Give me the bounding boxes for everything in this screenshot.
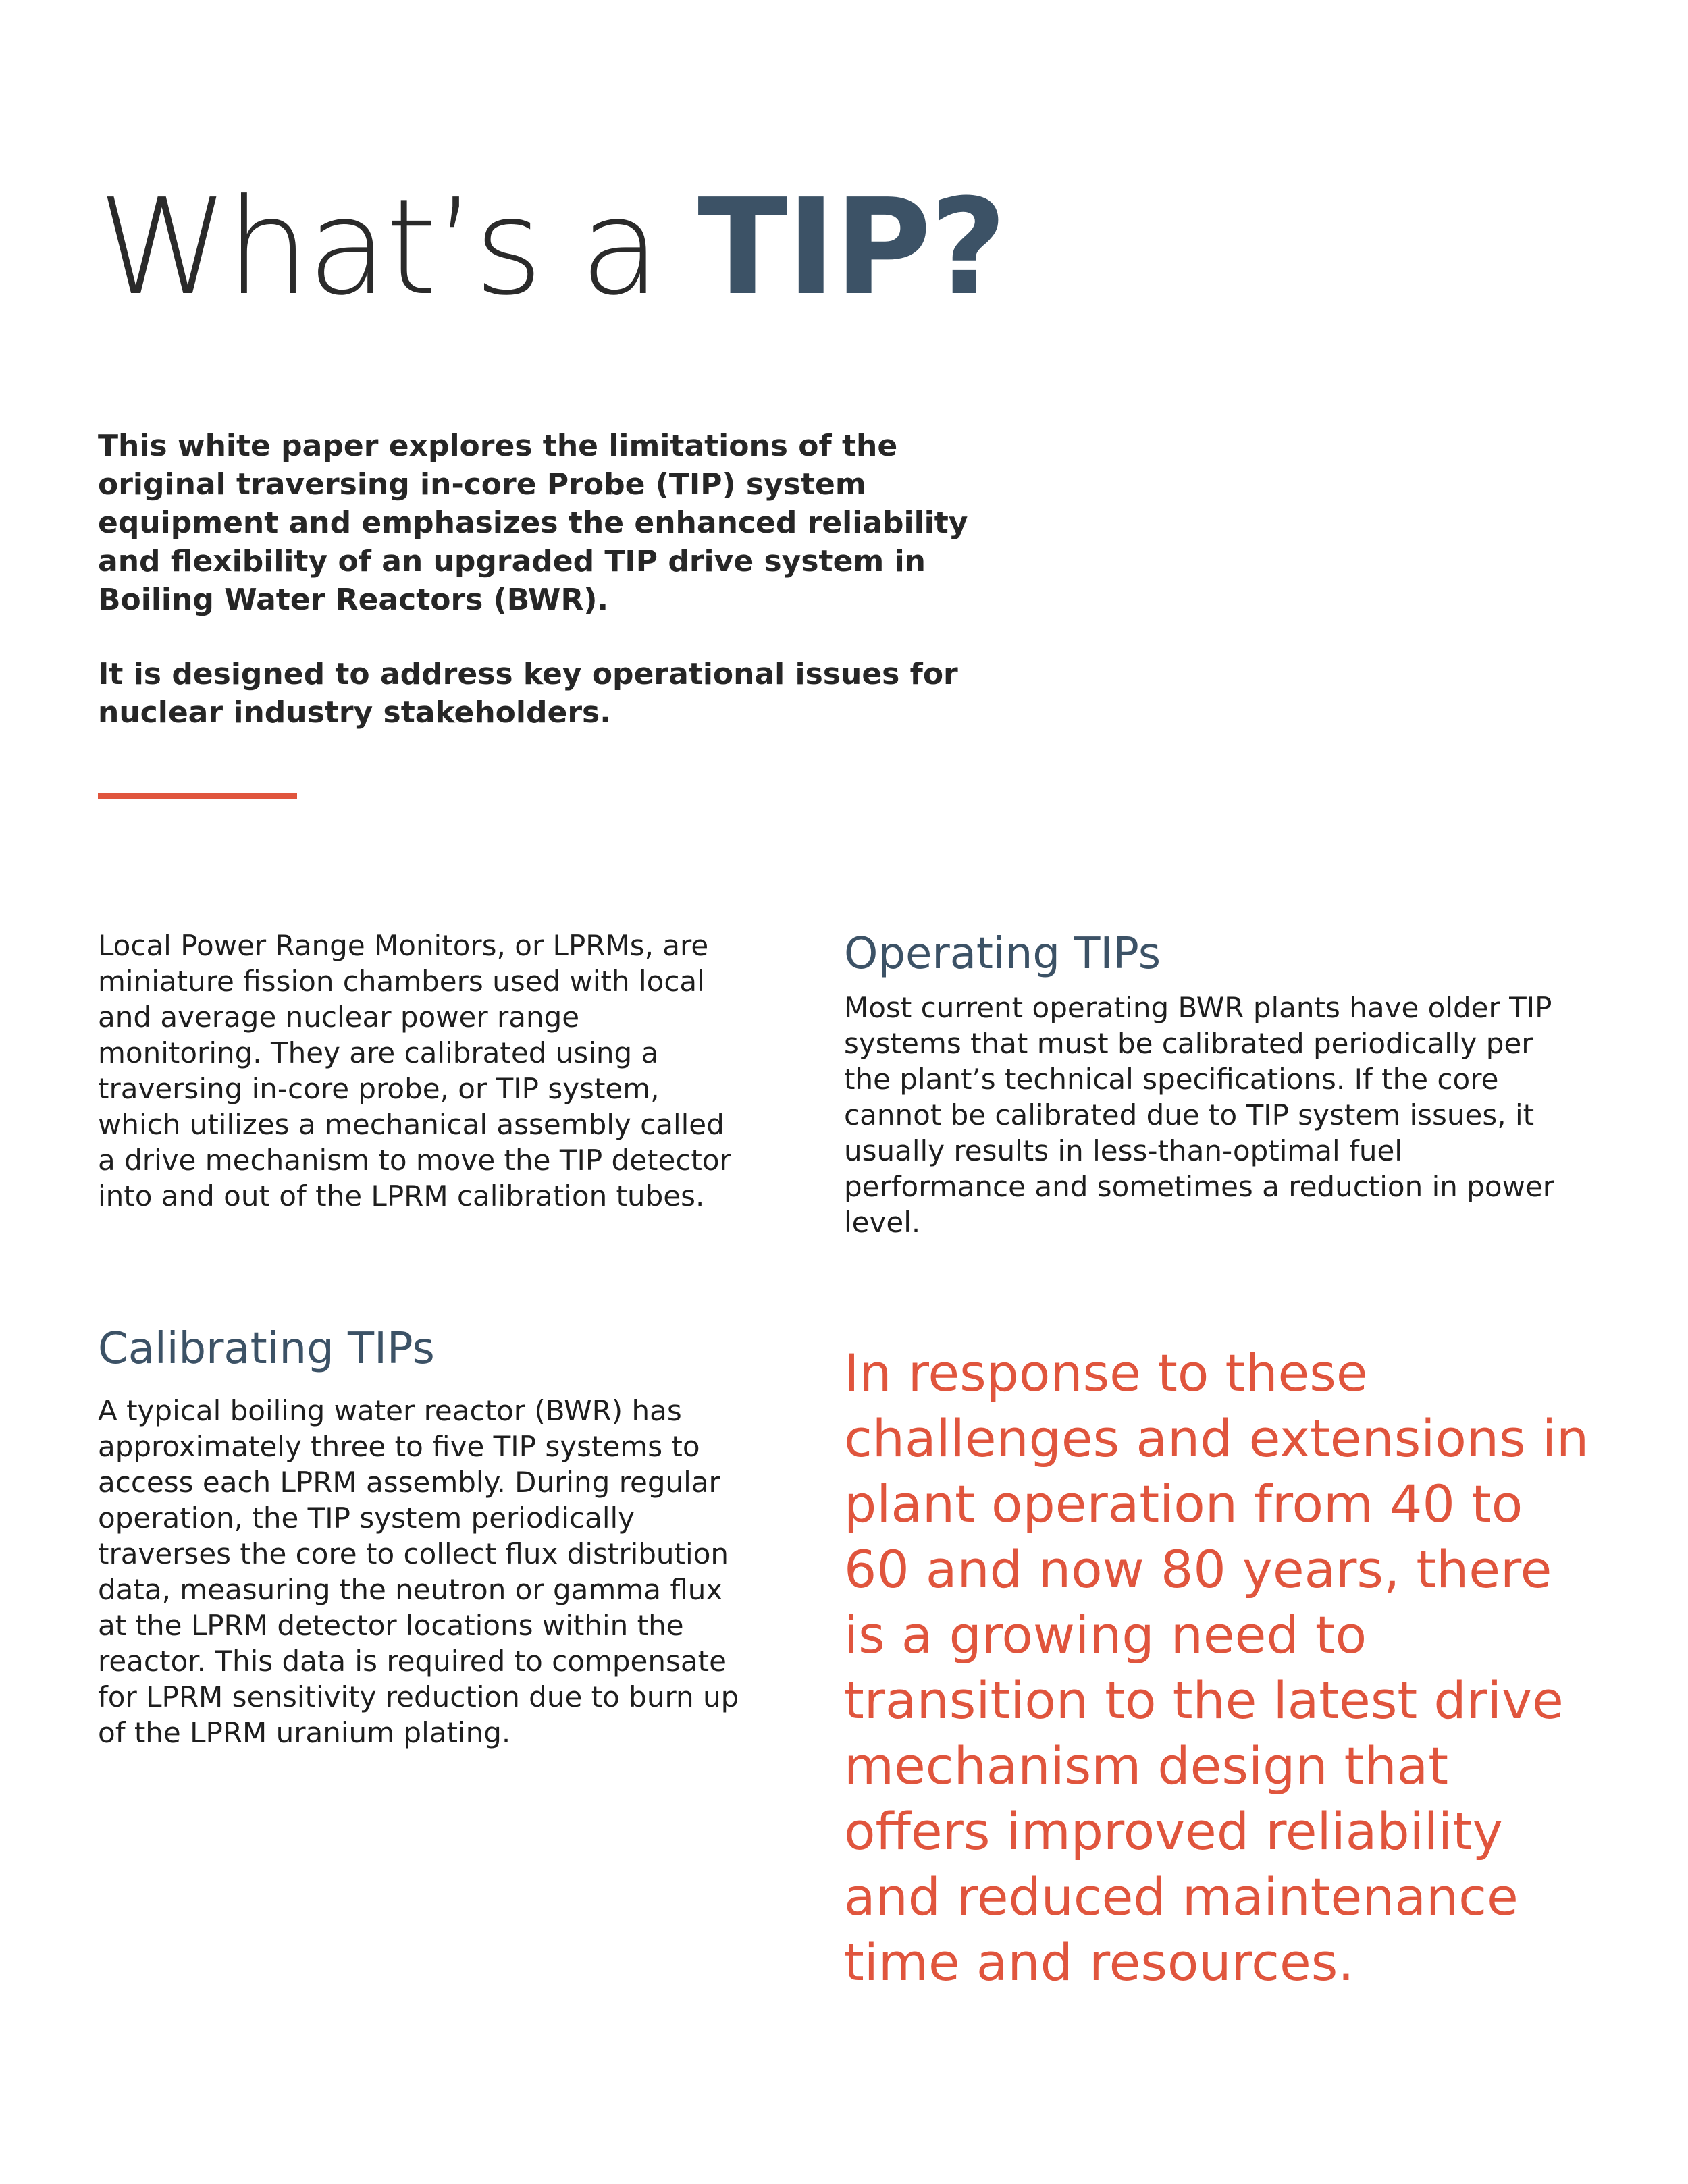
intro-subparagraph: It is designed to address key operational issues for nuclear industry stakeholders. [98,657,958,730]
operating-tips-paragraph: Most current operating BWR plants have older TIP systems that must be calibrated periodically per the plant’s technical specifications. If the core cannot be calibrated due to TIP system issues, it usually results in less-than-optimal fuel performance and sometimes a reduction in power level. [844,991,1555,1239]
page-title [98,172,1005,324]
operating-tips-heading: Operating TIPs [844,929,1161,979]
calibrating-tips-heading: Calibrating TIPs [98,1324,435,1374]
lprm-paragraph: Local Power Range Monitors, or LPRMs, are miniature fission chambers used with local and average nuclear power range monitoring. They are calibrated using a traversing in-core probe, or TIP system, which utilizes a mechanical assembly called a drive mechanism to move the TIP detector into and out of the LPRM calibration tubes. [98,929,731,1213]
page-title-prefix: What’s a [98,171,658,325]
intro-paragraph: This white paper explores the limitations of the original traversing in-core Probe (TIP) system equipment and emphasizes the enhanced reliability and flexibility of an upgraded TIP drive system in Boiling Water Reactors (BWR). [98,429,968,617]
page-title-emphasis: TIP? [697,171,1006,325]
pull-quote: In response to these challenges and extensions in plant operation from 40 to 60 and now 80 years, there is a growing need to transition to the latest drive mechanism design that offers improved reliability and reduced maintenance time and resources. [844,1343,1589,1992]
calibrating-tips-paragraph: A typical boiling water reactor (BWR) has approximately three to five TIP systems to access each LPRM assembly. During regular operation, the TIP system periodically traverses the core to collect flux distribution data, measuring the neutron or gamma flux at the LPRM detector locations within the reactor. This data is required to compensate for LPRM sensitivity reduction due to burn up of the LPRM uranium plating. [98,1394,739,1749]
accent-divider [98,793,297,799]
